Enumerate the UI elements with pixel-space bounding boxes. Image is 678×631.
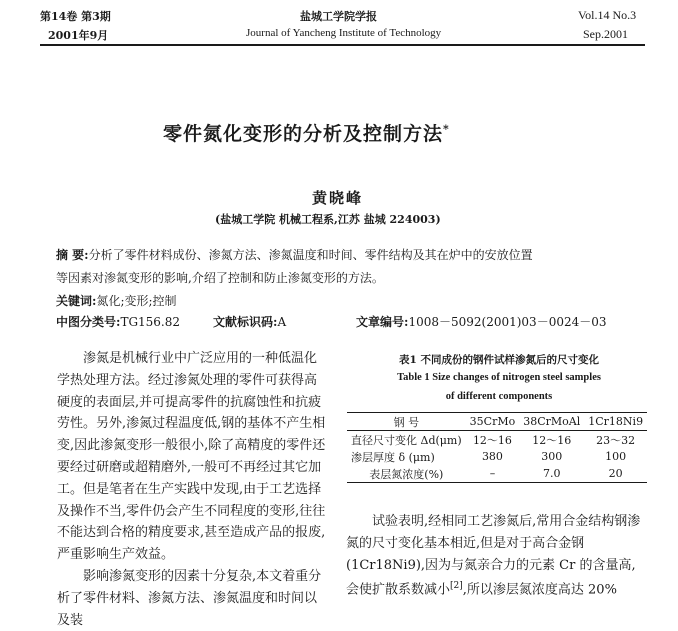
journal-name-en: Journal of Yancheng Institute of Technology <box>246 27 442 39</box>
document-code: 文献标识码:A <box>213 315 287 329</box>
keywords: 关键词:氮化;变形;控制 <box>56 294 177 308</box>
volume-issue-en: Vol.14 No.3 <box>578 8 637 22</box>
table-cell: 23～32 <box>596 433 636 447</box>
table-header-row <box>347 413 647 431</box>
table-header-cell: 1Cr18Ni9 <box>584 413 647 431</box>
date-cn: 2001年9月 <box>48 29 109 42</box>
table-cell: 20 <box>584 465 647 483</box>
title-footnote-mark: * <box>443 122 450 136</box>
table-cell: – <box>466 465 520 483</box>
citation-ref: [2] <box>450 581 463 592</box>
article-title: 零件氮化变形的分析及控制方法* <box>163 122 450 145</box>
table-cell: 12～16 <box>472 433 512 447</box>
abstract-line-2: 等因素对渗氮变形的影响,介绍了控制和防止渗氮变形的方法。 <box>56 271 384 285</box>
table-cell: 100 <box>605 450 627 463</box>
size-change-table <box>347 412 647 483</box>
author-name: 黄晓峰 <box>312 189 364 207</box>
body-paragraph-1: 渗氮是机械行业中广泛应用的一种低温化学热处理方法。经过渗氮处理的零件可获得高硬度的表面层,并可提高零件的抗腐蚀性和抗疲劳性。另外,渗氮过程温度低,钢的基体不产生相变,因此渗氮变形一般很小,除了高精度的零件还要经过研磨或超精磨外,一般可不再经过其它加工。但是笔者在生产实践中发现,由于工艺选择及操作不当,零件仍会产生不同程度的变形,往往不能达到合格的精度要求,甚至造成产品的报废,严重影响生产效益。 <box>57 351 326 563</box>
date-en: Sep.2001 <box>583 27 628 41</box>
body-paragraph-2: 影响渗氮变形的因素十分复杂,本文着重分析了零件材料、渗氮方法、渗氮温度和时间以及装 <box>57 569 322 628</box>
table-caption-en: Table 1 Size changes of nitrogen steel samples <box>397 372 601 383</box>
table-row <box>347 465 647 483</box>
table-caption-en-2: of different components <box>445 391 553 402</box>
volume-issue-cn: 第14卷 第3期 <box>40 10 111 23</box>
table-cell: 12～16 <box>532 433 572 447</box>
keywords-label: 关键词: <box>56 294 97 308</box>
table-header-cell: 38CrMoAl <box>519 413 584 431</box>
article-number: 文章编号:1008－5092(2001)03－0024－03 <box>356 315 607 329</box>
table-cell: 7.0 <box>519 465 584 483</box>
header-rule <box>40 44 645 46</box>
author-affiliation: (盐城工学院 机械工程系,江苏 盐城 224003) <box>215 213 441 226</box>
table-caption-cn: 表1 不同成份的钢件试样渗氮后的尺寸变化 <box>399 354 599 366</box>
table-header-cell: 钢 号 <box>347 413 466 431</box>
table-cell: 直径尺寸变化 Δd(μm) <box>351 433 462 447</box>
abstract-label: 摘 要: <box>56 248 89 262</box>
table-cell: 表层氮浓度(%) <box>347 465 466 483</box>
clc-number: 中图分类号:TG156.82 <box>56 315 181 329</box>
table-cell: 渗层厚度 δ (μm) <box>351 450 435 464</box>
table-cell: 300 <box>541 450 563 463</box>
table-cell: 380 <box>481 450 503 463</box>
table-header-cell: 35CrMo <box>466 413 520 431</box>
table-row <box>347 431 647 449</box>
table-row <box>347 448 647 465</box>
journal-name-cn: 盐城工学院学报 <box>300 10 377 23</box>
body-paragraph-right: 试验表明,经相同工艺渗氮后,常用合金结构钢渗氮的尺寸变化基本相近,但是对于高合金钢(1Cr18Ni9),因为与氮亲合力的元素 Cr 的含量高,会使扩散系数减小[2],所以渗层氮浓度高达 20% <box>346 514 641 598</box>
abstract-line-1: 摘 要:分析了零件材料成份、渗氮方法、渗氮温度和时间、零件结构及其在炉中的安放位置 <box>56 248 533 262</box>
